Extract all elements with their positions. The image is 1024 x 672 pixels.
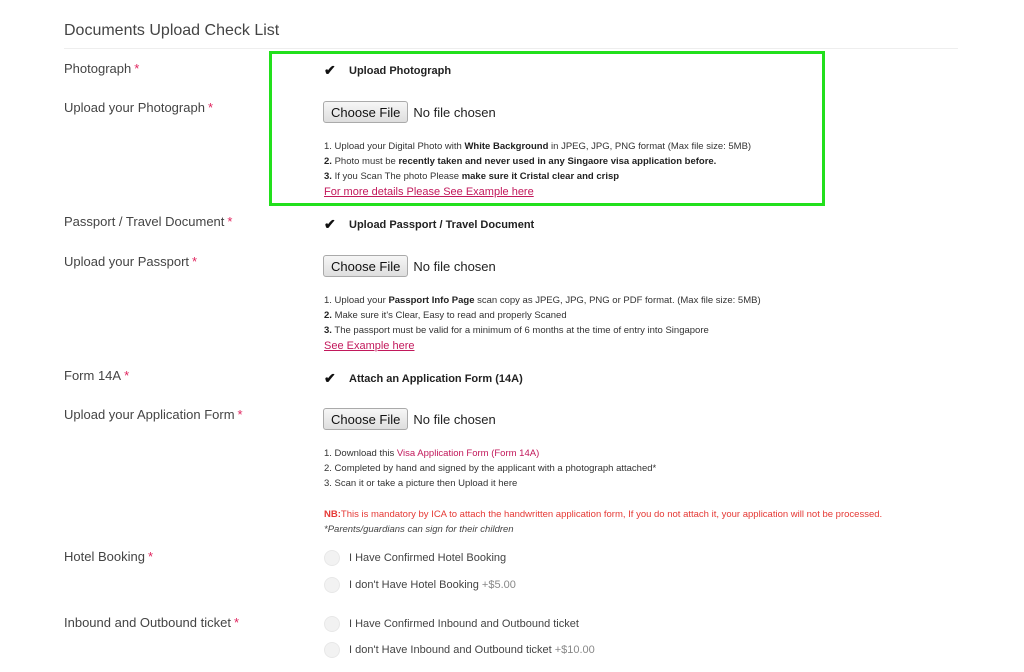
upload-photograph-label [64, 100, 213, 115]
nb-text: This is mandatory by ICA to attach the handwritten application form, If you do not attach it, your application will not be processed. [340, 509, 883, 520]
required-mark: * [237, 407, 243, 422]
upload-form-label-text: Upload your Application Form [64, 407, 235, 422]
passport-note-1-pre: 1. Upload your [324, 295, 389, 306]
upload-passport-label-text: Upload your Passport [64, 254, 190, 269]
photo-example-link[interactable]: For more details Please See Example here [324, 186, 534, 198]
radio-circle[interactable] [324, 616, 340, 632]
nb-prefix: NB: [324, 509, 341, 520]
passport-note-1 [324, 293, 761, 308]
upload-photograph-label-text: Upload your Photograph [64, 100, 205, 115]
upload-form-label [64, 407, 243, 422]
checkmark-icon: ✔ [324, 216, 336, 232]
ticket-confirmed-label: I Have Confirmed Inbound and Outbound ticket [349, 618, 579, 630]
photo-note-2 [324, 154, 751, 169]
upload-passport-checkbox[interactable] [324, 216, 534, 233]
photograph-label-text: Photograph [64, 61, 132, 76]
checkmark-icon: ✔ [324, 370, 336, 386]
mandatory-warning [324, 509, 882, 520]
radio-circle[interactable] [324, 577, 340, 593]
photo-note-1-pre: 1. Upload your Digital Photo with [324, 141, 465, 152]
file-status: No file chosen [413, 258, 496, 274]
choose-file-button[interactable]: Choose File [323, 255, 408, 277]
photo-note-3-num: 3. [324, 171, 332, 182]
title-divider [64, 48, 958, 49]
form14a-instructions [324, 446, 656, 491]
photo-note-1-bold: White Background [464, 141, 549, 152]
passport-file-input[interactable] [323, 255, 496, 277]
parents-note: *Parents/guardians can sign for their children [324, 524, 514, 535]
passport-note-3-num: 3. [324, 325, 332, 336]
passport-label-text: Passport / Travel Document [64, 214, 225, 229]
ticket-none-label: I don't Have Inbound and Outbound ticket [349, 644, 552, 656]
ticket-confirmed-radio[interactable] [324, 616, 579, 632]
passport-note-2-num: 2. [324, 310, 332, 321]
required-mark: * [233, 615, 240, 630]
photo-note-2-bold: recently taken and never used in any Singaore visa application before. [398, 156, 717, 167]
file-status: No file chosen [413, 411, 496, 427]
passport-note-2-text: Make sure it's Clear, Easy to read and properly Scaned [331, 310, 567, 321]
photo-note-1 [324, 139, 751, 154]
form14a-file-input[interactable] [323, 408, 496, 430]
checkmark-icon: ✔ [324, 62, 336, 78]
choose-file-button[interactable]: Choose File [323, 408, 408, 430]
passport-note-3-text: The passport must be valid for a minimum of 6 months at the time of entry into Singapore [331, 325, 709, 336]
photo-note-3 [324, 169, 751, 184]
form-note-1 [324, 446, 656, 461]
file-status: No file chosen [413, 104, 496, 120]
required-mark: * [147, 549, 154, 564]
radio-circle[interactable] [324, 550, 340, 566]
page-title: Documents Upload Check List [64, 22, 280, 39]
attach-form14a-check-label: Attach an Application Form (14A) [349, 372, 523, 385]
photograph-instructions [324, 139, 751, 184]
passport-example-link[interactable]: See Example here [324, 340, 415, 352]
required-mark: * [192, 254, 198, 269]
upload-passport-check-label: Upload Passport / Travel Document [349, 218, 535, 231]
passport-note-3 [324, 323, 761, 338]
attach-form14a-checkbox[interactable] [324, 370, 523, 387]
passport-note-1-post: scan copy as JPEG, JPG, PNG or PDF format. (Max file size: 5MB) [474, 295, 761, 306]
form14a-label-text: Form 14A [64, 368, 122, 383]
passport-label [64, 214, 232, 229]
passport-instructions [324, 293, 761, 338]
hotel-booking-label [64, 549, 153, 564]
ticket-label-text: Inbound and Outbound ticket [64, 615, 231, 630]
hotel-confirmed-label: I Have Confirmed Hotel Booking [349, 552, 507, 564]
hotel-none-price: +$5.00 [481, 579, 516, 591]
photo-note-3-bold: make sure it Cristal clear and crisp [461, 171, 620, 182]
photograph-file-input[interactable] [323, 101, 496, 123]
passport-note-1-bold: Passport Info Page [388, 295, 475, 306]
ticket-none-price: +$10.00 [554, 644, 595, 656]
visa-application-form-link[interactable]: Visa Application Form (Form 14A) [396, 448, 540, 459]
upload-passport-label [64, 254, 197, 269]
radio-circle[interactable] [324, 642, 340, 658]
photo-note-2-num: 2. [324, 156, 332, 167]
ticket-label [64, 615, 239, 630]
hotel-none-label: I don't Have Hotel Booking [349, 579, 479, 591]
choose-file-button[interactable]: Choose File [323, 101, 408, 123]
required-mark: * [124, 368, 130, 383]
required-mark: * [134, 61, 140, 76]
photo-note-1-post: in JPEG, JPG, PNG format (Max file size: 5MB) [548, 141, 752, 152]
form14a-label [64, 368, 129, 383]
upload-photograph-check-label: Upload Photograph [349, 64, 452, 77]
photo-note-2-pre: Photo must be [331, 156, 399, 167]
passport-note-2 [324, 308, 761, 323]
required-mark: * [227, 214, 233, 229]
ticket-none-radio[interactable] [324, 642, 595, 658]
upload-photograph-checkbox[interactable] [324, 62, 451, 79]
form-note-3: 3. Scan it or take a picture then Upload it here [324, 478, 518, 489]
photograph-label [64, 61, 139, 76]
required-mark: * [207, 100, 213, 115]
form-note-2: 2. Completed by hand and signed by the applicant with a photograph attached* [324, 463, 657, 474]
hotel-confirmed-radio[interactable] [324, 550, 506, 566]
form-note-1-pre: 1. Download this [324, 448, 397, 459]
photo-note-3-pre: If you Scan The photo Please [331, 171, 462, 182]
hotel-booking-label-text: Hotel Booking [64, 549, 145, 564]
hotel-none-radio[interactable] [324, 577, 516, 593]
